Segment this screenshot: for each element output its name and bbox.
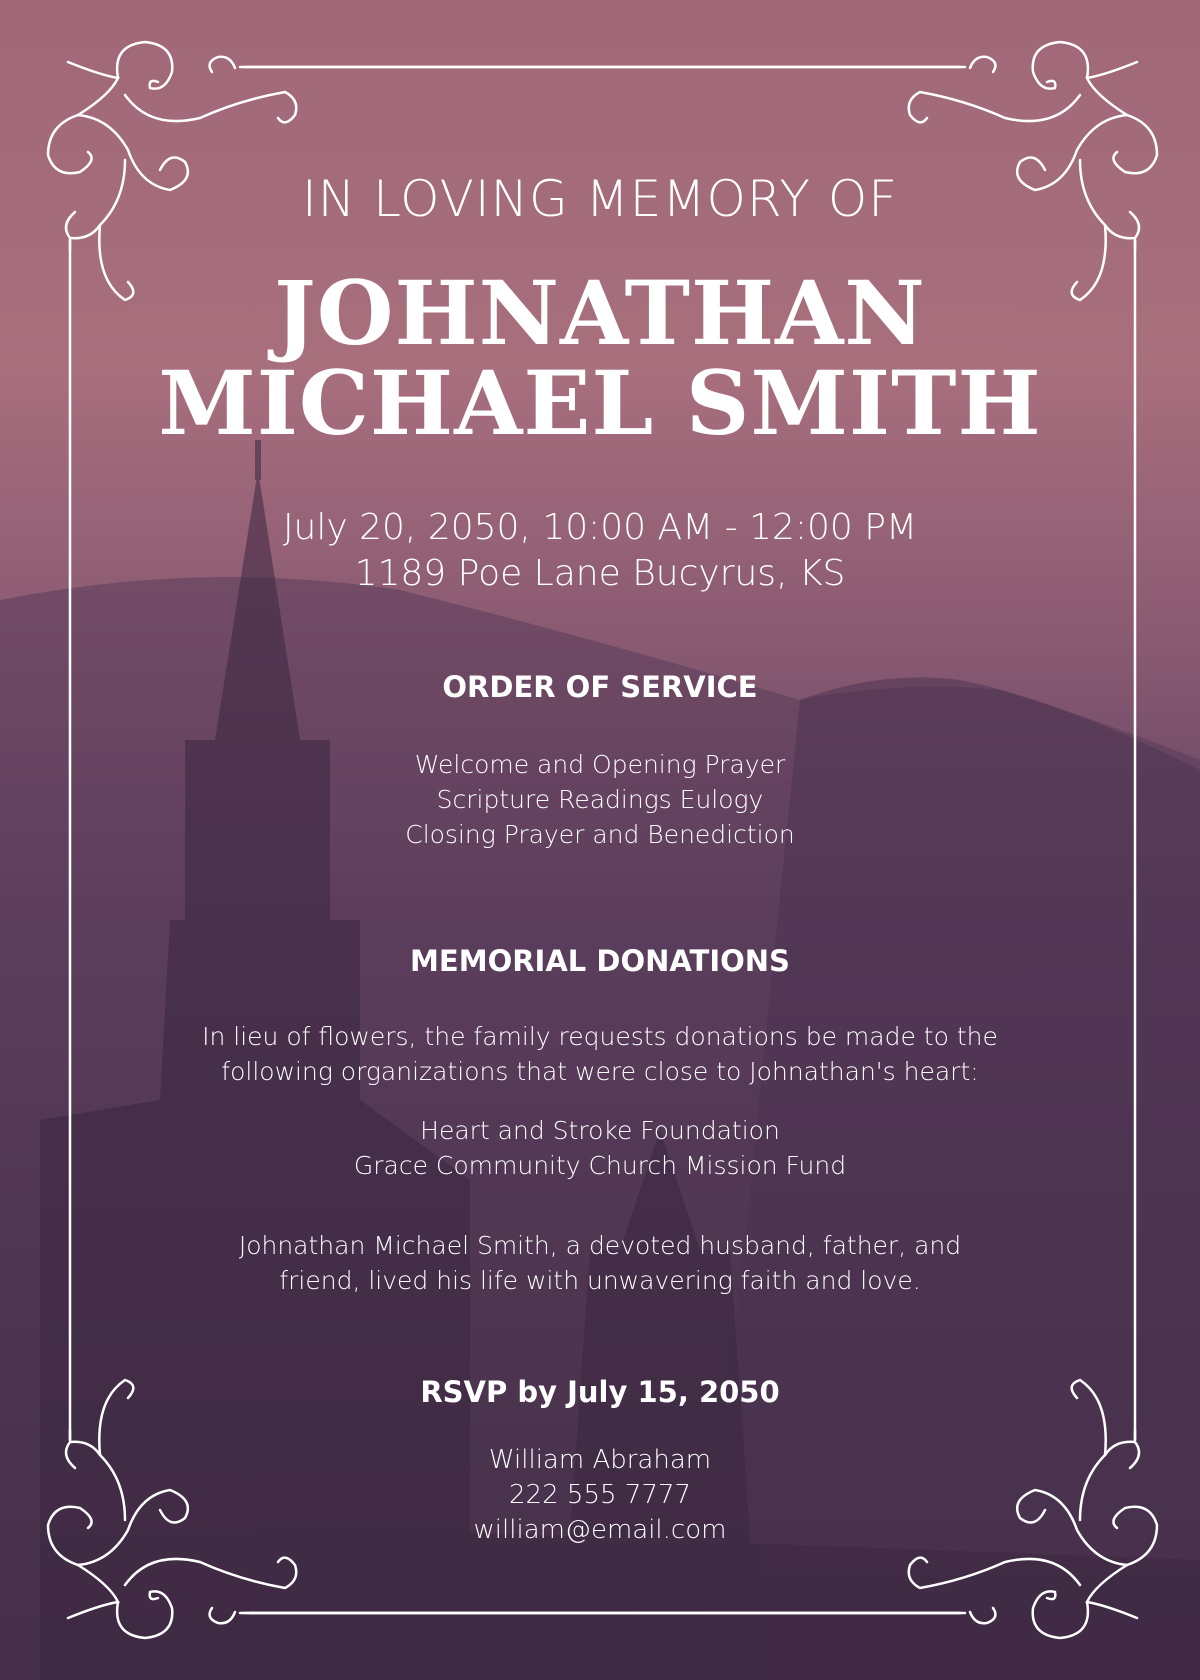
in-loving-memory-heading: IN LOVING MEMORY OF [302, 170, 898, 228]
tribute-line: Johnathan Michael Smith, a devoted husband, father, and [238, 1231, 962, 1260]
rsvp-phone[interactable]: 222 555 7777 [509, 1480, 691, 1510]
name-line-1: JOHNATHAN [274, 261, 926, 365]
service-item: Closing Prayer and Benediction [405, 820, 795, 849]
memorial-donations-title: MEMORIAL DONATIONS [410, 944, 790, 978]
rsvp-title: RSVP by July 15, 2050 [420, 1375, 780, 1409]
rsvp-contact [0, 1443, 1200, 1548]
rsvp-name: William Abraham [488, 1445, 712, 1475]
organization-item: Heart and Stroke Foundation [420, 1116, 780, 1145]
event-address: 1189 Poe Lane Bucyrus, KS [354, 553, 846, 594]
donations-intro-line: In lieu of flowers, the family requests donations be made to the [202, 1022, 998, 1051]
service-item: Scripture Readings Eulogy [436, 785, 764, 814]
rsvp-email[interactable]: william@email.com [473, 1515, 727, 1545]
event-datetime: July 20, 2050, 10:00 AM - 12:00 PM [282, 507, 918, 548]
deceased-name [0, 261, 1200, 455]
donations-intro-line: following organizations that were close to Johnathan's heart: [221, 1057, 979, 1086]
organization-item: Grace Community Church Mission Fund [353, 1151, 847, 1180]
event-details [0, 505, 1200, 597]
tribute-text [0, 1228, 1200, 1298]
tribute-line: friend, lived his life with unwavering faith and love. [279, 1266, 921, 1295]
donation-organizations [0, 1113, 1200, 1183]
order-of-service-list [0, 747, 1200, 852]
name-line-2: MICHAEL SMITH [158, 351, 1042, 455]
donations-intro [0, 1019, 1200, 1089]
order-of-service-title: ORDER OF SERVICE [442, 670, 758, 704]
service-item: Welcome and Opening Prayer [414, 750, 786, 779]
